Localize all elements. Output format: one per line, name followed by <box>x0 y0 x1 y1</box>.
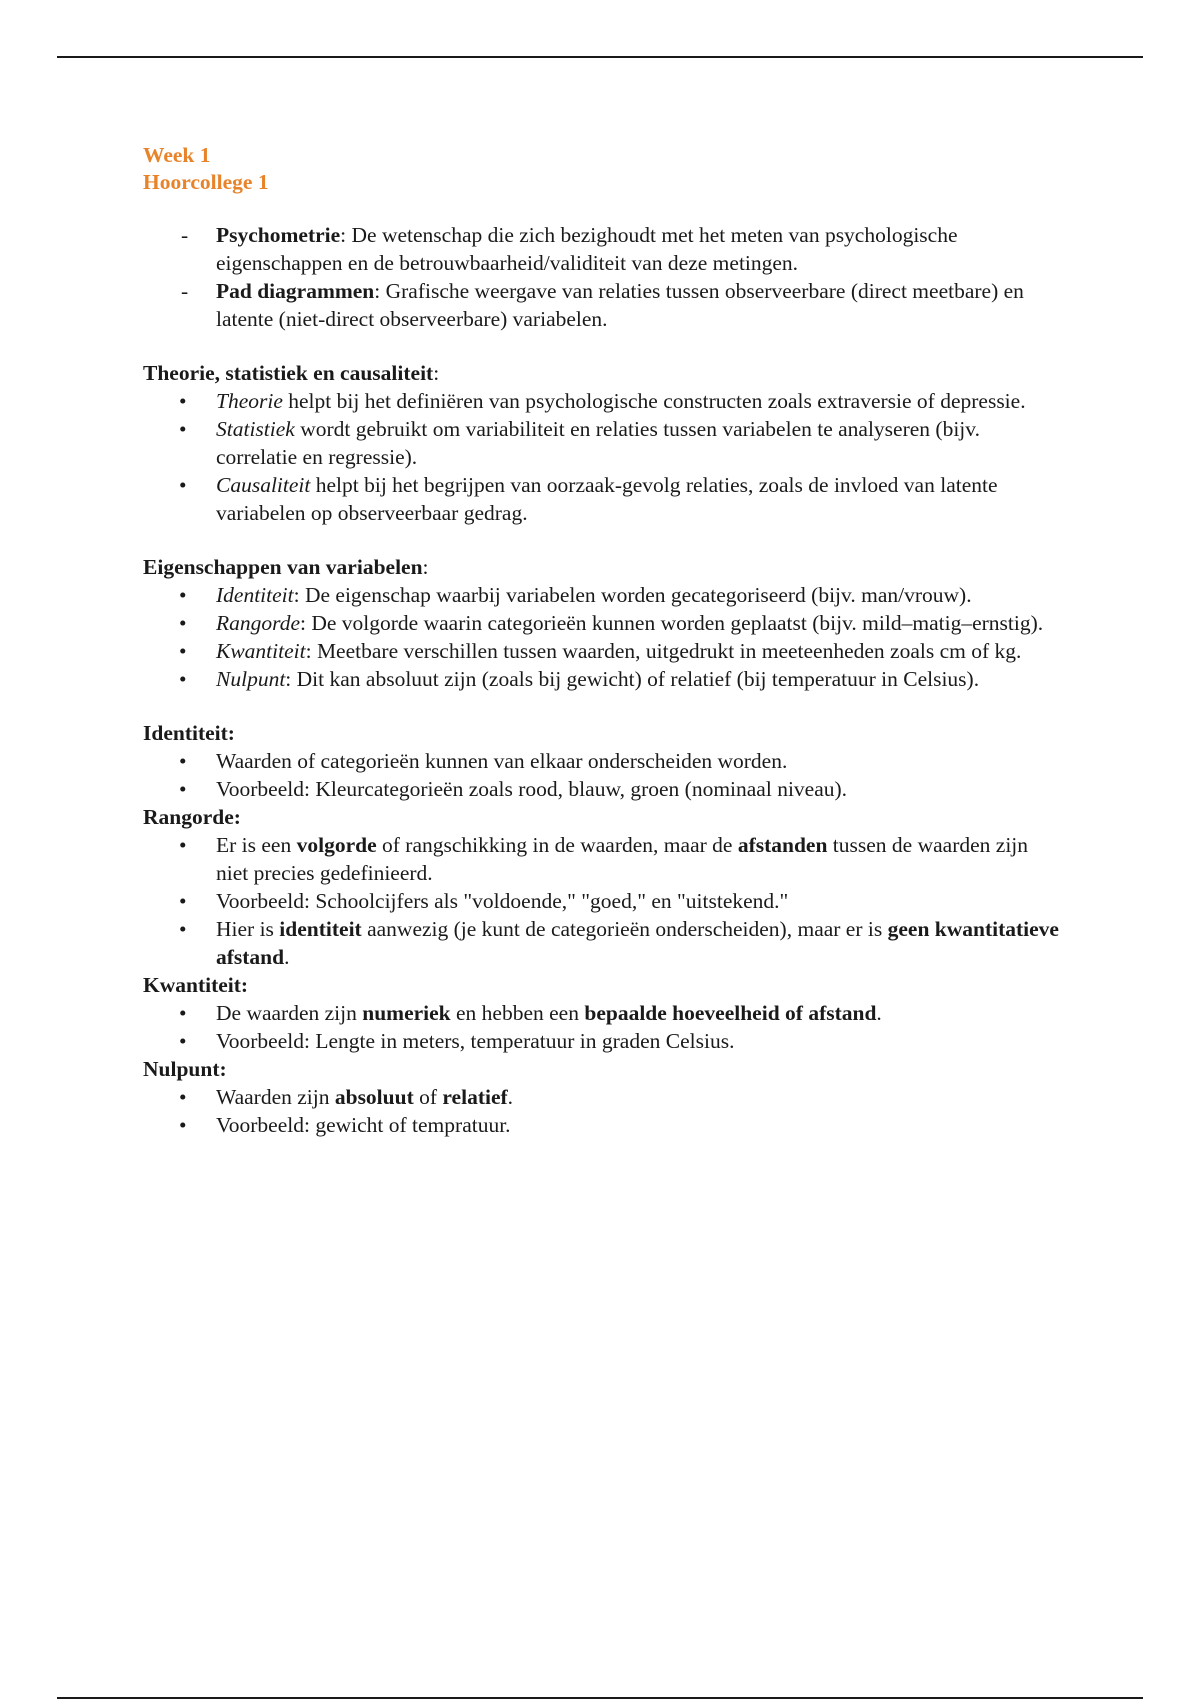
list-item: • Rangorde: De volgorde waarin categorieën kunnen worden geplaatst (bijv. mild–matig–ernstig). <box>179 611 1044 635</box>
theory-list <box>143 387 1063 527</box>
top-rule <box>57 56 1143 58</box>
list-item: • Hier is identiteit aanwezig (je kunt de categorieën onderscheiden), maar er is geen kwantitatieve afstand. <box>179 917 1059 969</box>
list-item: • Voorbeeld: Lengte in meters, temperatuur in graden Celsius. <box>179 1029 735 1053</box>
bullet-marker: • <box>179 1001 187 1025</box>
bullet-marker: • <box>179 749 187 773</box>
term: Kwantiteit <box>216 639 306 663</box>
section-heading-kwantiteit: Kwantiteit: <box>143 973 249 997</box>
list-item: • Voorbeeld: gewicht of tempratuur. <box>179 1113 511 1137</box>
list-item: • Voorbeeld: Kleurcategorieën zoals rood, blauw, groen (nominaal niveau). <box>179 777 848 801</box>
term: Pad diagrammen <box>216 279 375 303</box>
bullet-marker: • <box>179 889 187 913</box>
list-item: • Kwantiteit: Meetbare verschillen tussen waarden, uitgedrukt in meeteenheden zoals cm of kg. <box>179 639 1022 663</box>
term: Statistiek <box>216 417 295 441</box>
list-item <box>143 221 1063 277</box>
list-item: • Identiteit: De eigenschap waarbij variabelen worden gecategoriseerd (bijv. man/vrouw). <box>179 583 972 607</box>
term: Psychometrie <box>216 223 341 247</box>
list-item: • Waarden of categorieën kunnen van elkaar onderscheiden worden. <box>179 749 788 773</box>
nulpunt-list <box>143 1083 1063 1139</box>
list-item: • Nulpunt: Dit kan absoluut zijn (zoals bij gewicht) of relatief (bij temperatuur in Celsius). <box>179 667 980 691</box>
intro-list <box>143 221 1063 333</box>
bullet-marker: • <box>179 777 187 801</box>
list-item: • Waarden zijn absoluut of relatief. <box>179 1085 514 1109</box>
list-item: • Er is een volgorde of rangschikking in de waarden, maar de afstanden tussen de waarden zijn niet precies gedefinieerd. <box>179 833 1029 885</box>
identiteit-list <box>143 747 1063 803</box>
bullet-marker: • <box>179 917 187 941</box>
kwantiteit-list <box>143 999 1063 1055</box>
dash-marker: - <box>181 223 189 247</box>
list-item: • Theorie helpt bij het definiëren van psychologische constructen zoals extraversie of depressie. <box>179 389 1026 413</box>
bullet-marker: • <box>179 417 187 441</box>
list-item: • Statistiek wordt gebruikt om variabiliteit en relaties tussen variabelen te analyseren (bijv. correlatie en regressie). <box>179 417 981 469</box>
document-body <box>143 142 1063 1139</box>
dash-marker: - <box>181 279 189 303</box>
section-heading-identiteit: Identiteit: <box>143 721 235 745</box>
section-heading-nulpunt: Nulpunt: <box>143 1057 227 1081</box>
bullet-marker: • <box>179 473 187 497</box>
term: Identiteit <box>216 583 294 607</box>
bullet-marker: • <box>179 667 187 691</box>
bullet-marker: • <box>179 389 187 413</box>
bullet-marker: • <box>179 833 187 857</box>
term: Causaliteit <box>216 473 311 497</box>
bullet-marker: • <box>179 611 187 635</box>
bullet-marker: • <box>179 1085 187 1109</box>
rangorde-list <box>143 831 1063 971</box>
section-heading-rangorde: Rangorde: <box>143 805 241 829</box>
bullet-marker: • <box>179 583 187 607</box>
list-item <box>143 277 1063 333</box>
term: Nulpunt <box>216 667 286 691</box>
list-item: • Voorbeeld: Schoolcijfers als "voldoende," "goed," en "uitstekend." <box>179 889 789 913</box>
bottom-rule <box>57 1697 1143 1699</box>
bullet-marker: • <box>179 639 187 663</box>
definition: : De wetenschap die zich bezighoudt met het meten van psychologische eigenschappen en de betrouwbaarheid/validiteit van deze metingen. <box>216 223 958 275</box>
bullet-marker: • <box>179 1113 187 1137</box>
term: Rangorde <box>216 611 300 635</box>
list-item: • De waarden zijn numeriek en hebben een bepaalde hoeveelheid of afstand. <box>179 1001 882 1025</box>
properties-list <box>143 581 1063 693</box>
list-item: • Causaliteit helpt bij het begrijpen van oorzaak-gevolg relaties, zoals de invloed van latente variabelen op observeerbaar gedrag. <box>179 473 998 525</box>
week-title: Week 1 <box>143 143 211 167</box>
bullet-marker: • <box>179 1029 187 1053</box>
term: Theorie <box>216 389 283 413</box>
definition: : Grafische weergave van relaties tussen observeerbare (direct meetbare) en latente (niet-direct observeerbare) variabelen. <box>216 279 1024 331</box>
section-heading-theory: Theorie, statistiek en causaliteit: <box>143 361 440 385</box>
section-heading-properties: Eigenschappen van variabelen: <box>143 555 429 579</box>
lecture-title: Hoorcollege 1 <box>143 170 269 194</box>
